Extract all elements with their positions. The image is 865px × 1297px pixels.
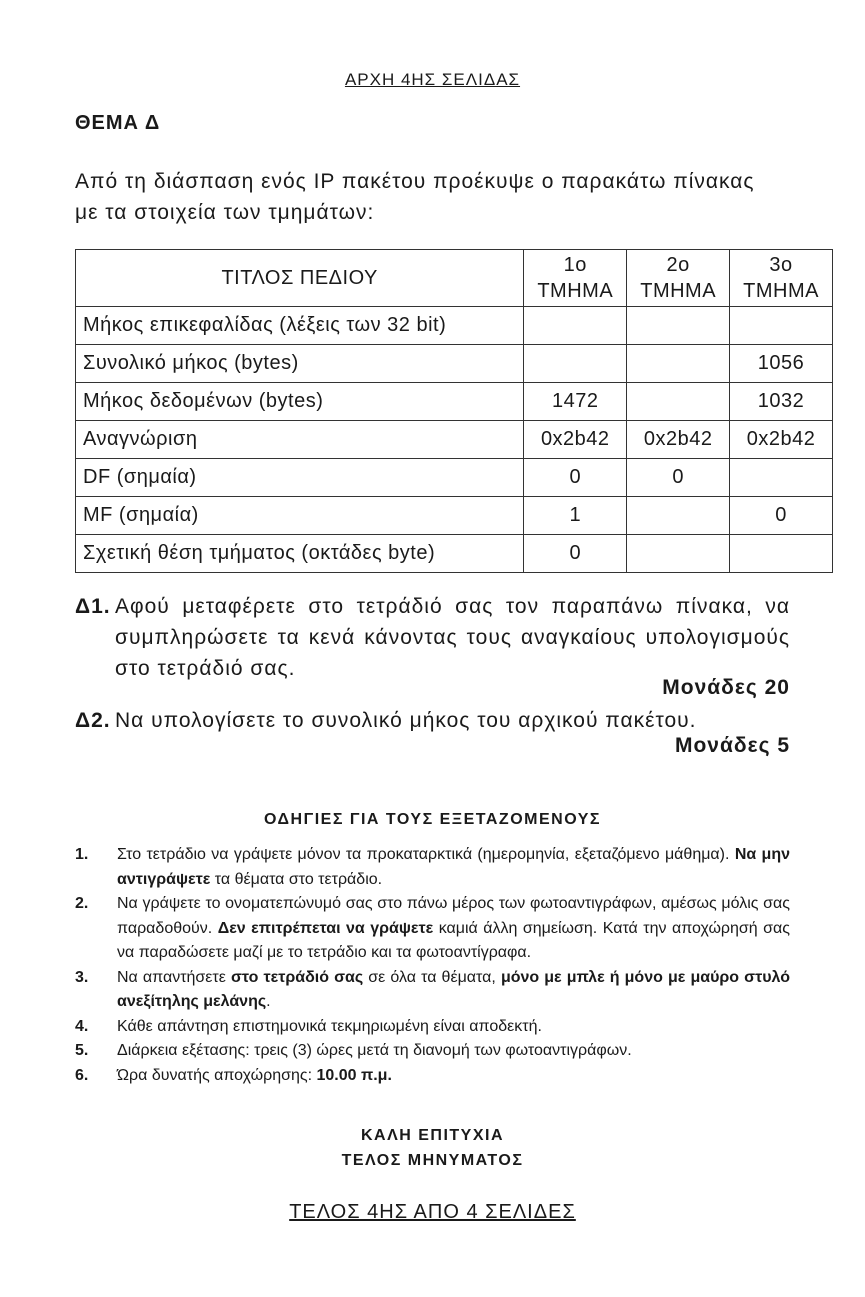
row-value-seg1: 1 [524,497,627,535]
row-value-seg1 [524,345,627,383]
row-field-name: Σχετική θέση τμήματος (οκτάδες byte) [76,535,524,573]
list-item [75,1039,790,1064]
question-d1-number: Δ1. [75,595,111,618]
item-text: Κάθε απάντηση επιστημονικά τεκμηριωμένη είναι αποδεκτή. [117,1017,542,1035]
list-item [75,1064,790,1089]
row-field-name: Συνολικό μήκος (bytes) [76,345,524,383]
item-text: Να γράψετε το ονοματεπώνυμό σας στο πάνω μέρος των φωτοαντιγράφων, αμέσως μόλις σας παραδοθούν. [117,895,790,937]
question-d1-marks: Μονάδες 20 [662,676,790,699]
row-value-seg3 [730,535,833,573]
row-value-seg2 [627,345,730,383]
question-d1-text [115,591,790,684]
question-d1 [75,591,790,684]
segment-3-label: ΤΜΗΜΑ [743,280,819,302]
list-item [75,843,790,892]
question-d2 [75,705,790,736]
row-value-seg3: 1056 [730,345,833,383]
table-row [76,421,833,459]
row-value-seg3 [730,307,833,345]
question-d1-line-1: Αφού μεταφέρετε στο τετράδιό σας τον παραπάνω πίνακα, να [115,595,790,618]
end-message-text: ΤΕΛΟΣ ΜΗΝΥΜΑΤΟΣ [341,1152,524,1169]
row-value-seg1 [524,307,627,345]
item-bold-text: Να μην αντιγράψετε [117,846,791,888]
page-footer: ΤΕΛΟΣ 4ΗΣ ΑΠΟ 4 ΣΕΛΙΔΕΣ [289,1201,576,1223]
table-row [76,307,833,345]
row-value-seg1: 0x2b42 [524,421,627,459]
item-text: . [266,993,271,1010]
intro-line-1: Από τη διάσπαση ενός IP πακέτου προέκυψε ο παρακάτω πίνακας [75,170,755,193]
item-text: Να απαντήσετε [117,968,231,986]
item-number: 2. [75,895,89,912]
item-number: 1. [75,846,89,863]
header-field-title: ΤΙΤΛΟΣ ΠΕΔΙΟΥ [76,250,524,307]
list-item [75,966,790,1015]
row-value-seg1: 0 [524,535,627,573]
intro-line-2: με τα στοιχεία των τμημάτων: [75,201,375,224]
row-field-name: DF (σημαία) [76,459,524,497]
list-item [75,1015,790,1040]
item-bold-text: μόνο με μπλε ή μόνο με μαύρο στυλό ανεξίτηλης μελάνης [117,968,791,1010]
row-value-seg2 [627,307,730,345]
item-number: 3. [75,968,89,986]
item-text: τα θέματα στο τετράδιο. [210,870,383,888]
row-value-seg1: 1472 [524,383,627,421]
row-value-seg2 [627,497,730,535]
table-row [76,345,833,383]
good-luck-text: ΚΑΛΗ ΕΠΙΤΥΧΙΑ [360,1127,505,1144]
row-value-seg2: 0 [627,459,730,497]
table-row [76,497,833,535]
theme-title: ΘΕΜΑ Δ [75,112,161,134]
segment-2-label: ΤΜΗΜΑ [640,280,717,302]
list-item [75,892,790,966]
row-field-name: MF (σημαία) [76,497,524,535]
segment-1-number: 1ο [563,254,587,276]
item-text: σε όλα τα θέματα, [363,968,501,986]
instructions-list [75,843,790,1088]
row-field-name: Μήκος δεδομένων (bytes) [76,383,524,421]
intro-paragraph [75,166,795,228]
item-bold-text: στο τετράδιό σας [230,968,364,986]
segment-3-number: 3ο [769,254,793,276]
item-number: 5. [75,1042,89,1059]
table-row [76,383,833,421]
question-d1-rest: συμπληρώσετε τα κενά κάνοντας τους αναγκαίους υπολογισμούς στο τετράδιό σας. [115,626,790,680]
fragments-table [75,249,833,573]
table-row [76,459,833,497]
row-value-seg2 [627,383,730,421]
instructions-title: ΟΔΗΓΙΕΣ ΓΙΑ ΤΟΥΣ ΕΞΕΤΑΖΟΜΕΝΟΥΣ [264,811,601,828]
header-segment-1 [524,250,627,307]
item-number: 6. [75,1066,89,1084]
page-header: ΑΡΧΗ 4ΗΣ ΣΕΛΙΔΑΣ [344,70,521,89]
row-field-name: Αναγνώριση [76,421,524,459]
question-d2-number: Δ2. [75,709,111,732]
item-text: Διάρκεια εξέτασης: τρεις (3) ώρες μετά τη διανομή των φωτοαντιγράφων. [117,1042,632,1059]
item-text: Στο τετράδιο να γράψετε μόνον τα προκαταρκτικά (ημερομηνία, εξεταζόμενο μάθημα). [117,846,735,863]
question-d2-marks: Μονάδες 5 [674,734,790,757]
table-header-row [76,250,833,307]
row-value-seg1: 0 [524,459,627,497]
segment-1-label: ΤΜΗΜΑ [537,280,614,302]
item-number: 4. [75,1017,89,1035]
header-segment-3 [730,250,833,307]
segment-2-number: 2ο [666,254,690,276]
row-value-seg3: 0x2b42 [730,421,833,459]
item-bold-text: 10.00 π.μ. [316,1066,392,1084]
item-text: καμιά άλλη σημείωση. Κατά την αποχώρησή σας να παραδώσετε μαζί με το τετράδιο και τα φωτοαντίγραφα. [117,919,791,961]
item-text: Ώρα δυνατής αποχώρησης: [117,1066,317,1084]
item-bold-text: Δεν επιτρέπεται να γράψετε [217,919,434,937]
table-row [76,535,833,573]
row-value-seg3 [730,459,833,497]
row-field-name: Μήκος επικεφαλίδας (λέξεις των 32 bit) [76,307,524,345]
row-value-seg3: 0 [730,497,833,535]
row-value-seg2: 0x2b42 [627,421,730,459]
row-value-seg2 [627,535,730,573]
header-segment-2 [627,250,730,307]
question-d2-text: Να υπολογίσετε το συνολικό μήκος του αρχικού πακέτου. [115,709,697,732]
row-value-seg3: 1032 [730,383,833,421]
